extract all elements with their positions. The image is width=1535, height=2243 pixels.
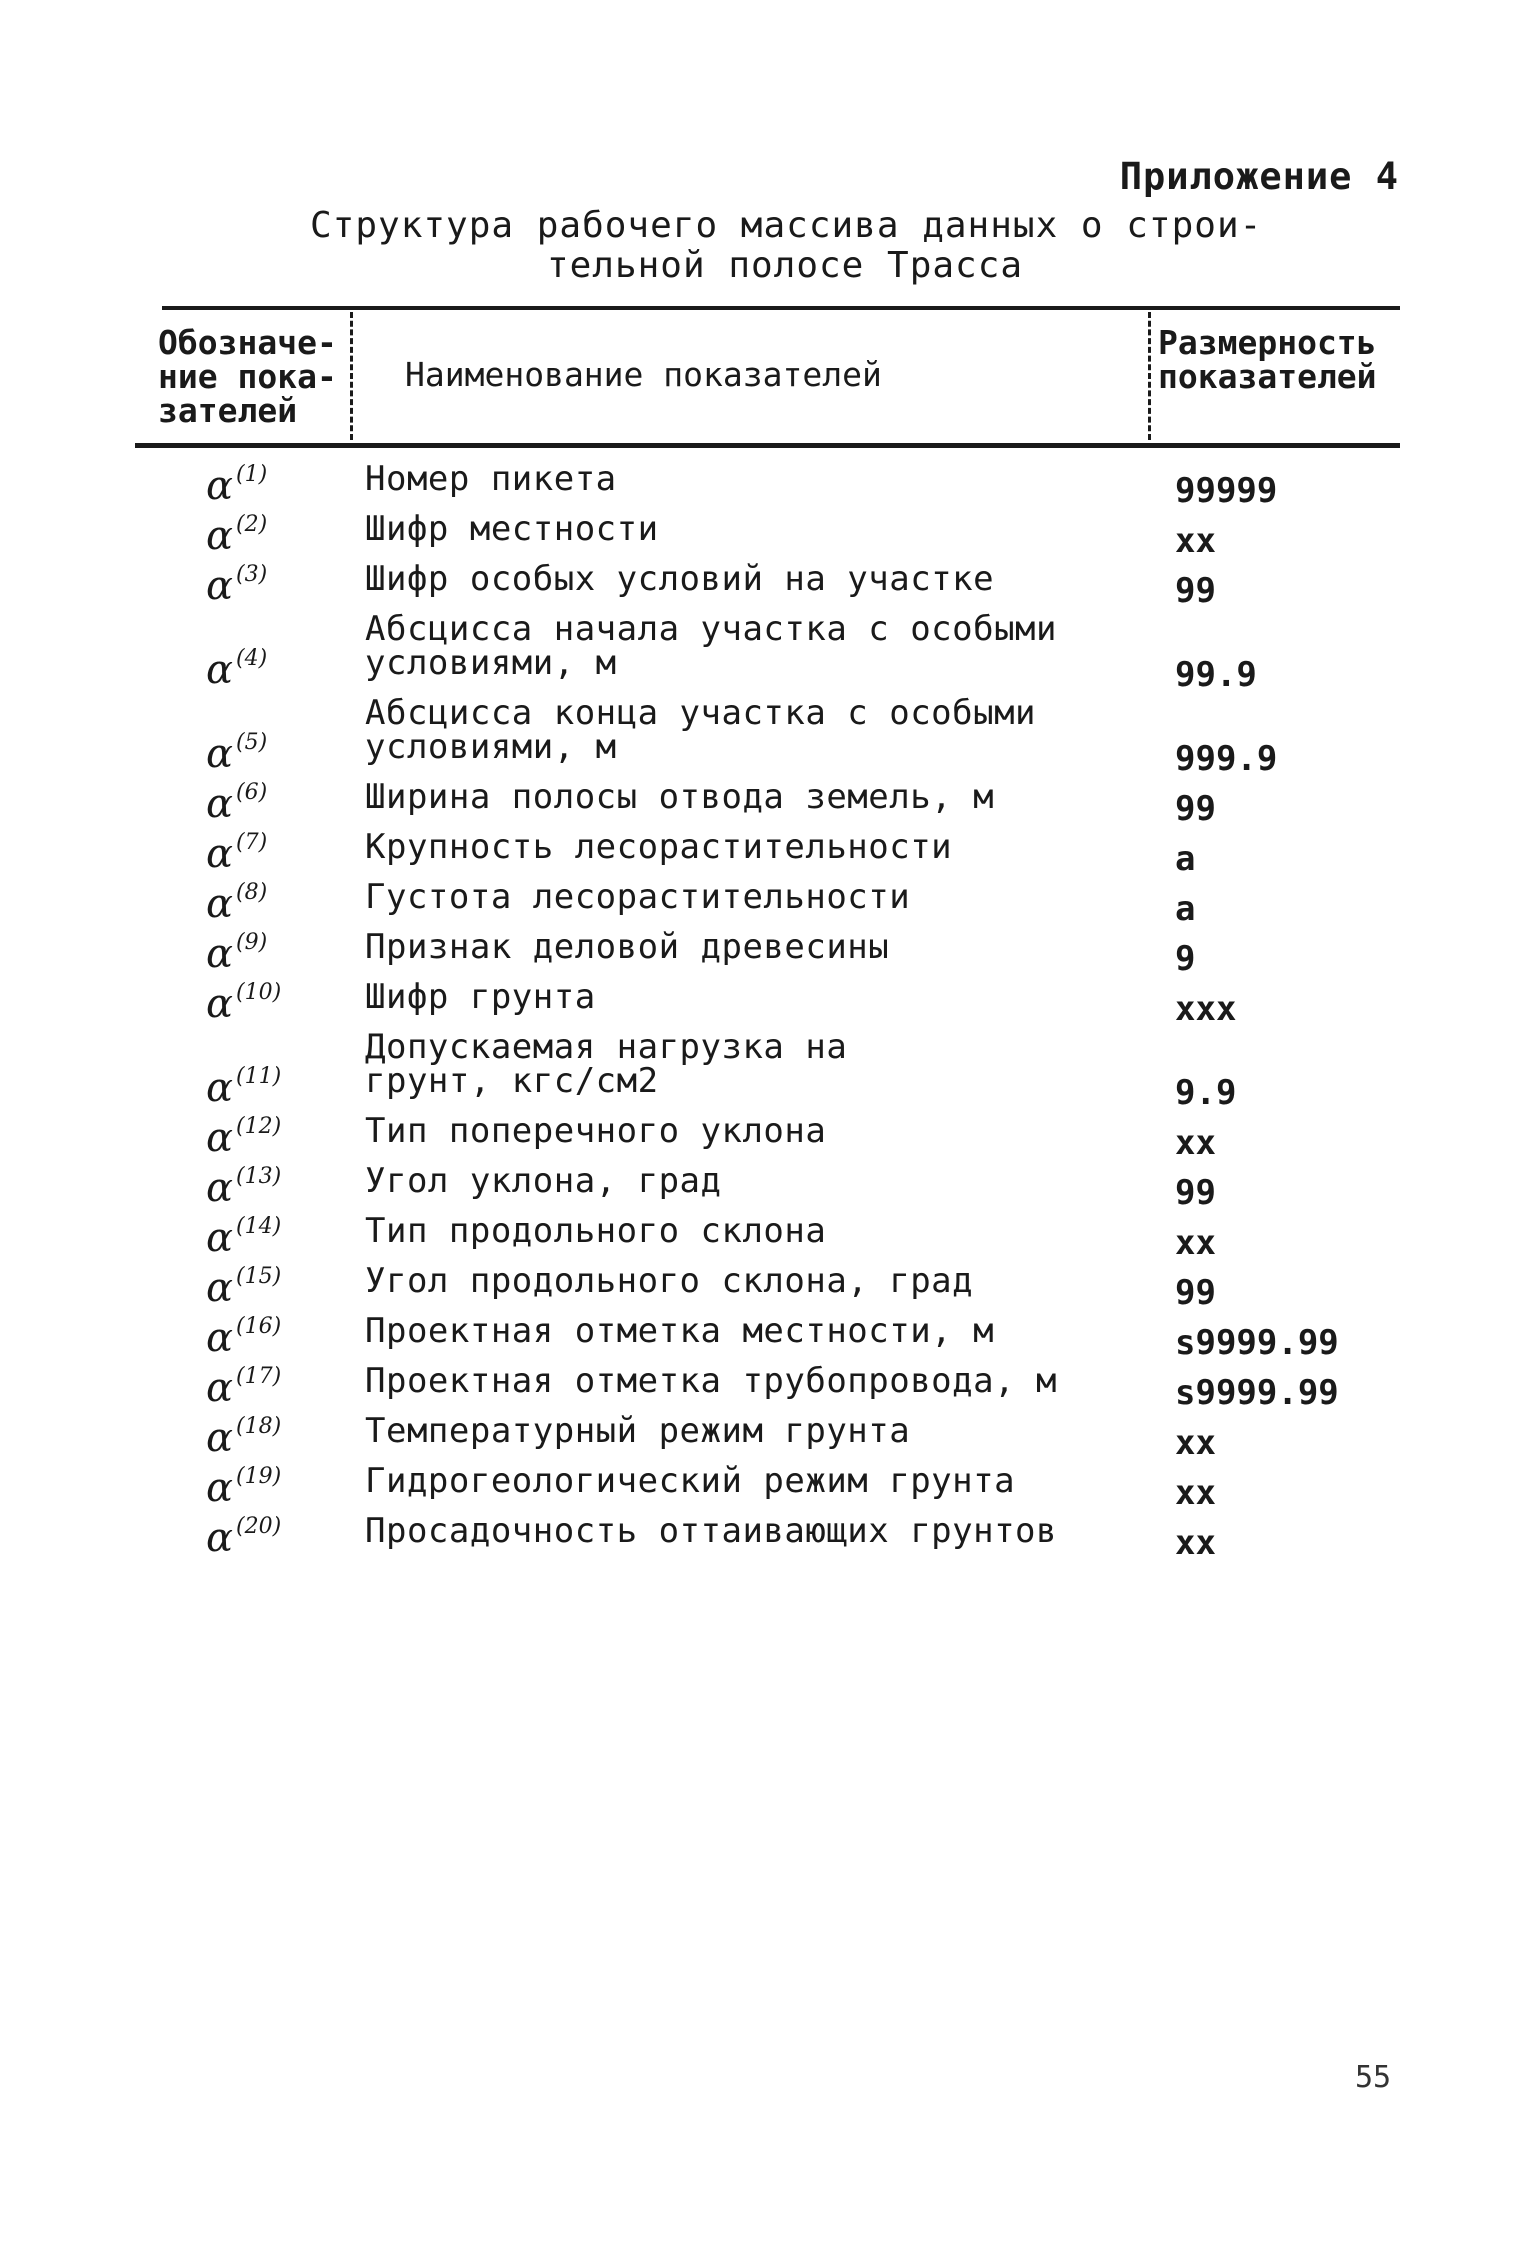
indicator-name: [365, 1461, 1016, 1501]
header-dimension: [1158, 323, 1377, 396]
symbol-index: (2): [236, 512, 268, 537]
symbol-index: (17): [236, 1364, 282, 1389]
symbol-base: α: [206, 1365, 234, 1411]
indicator-dimension: s9999.99: [1175, 1323, 1339, 1363]
symbol-index: (11): [236, 1064, 282, 1089]
indicator-name: [365, 509, 659, 549]
indicator-name-line: Шифр грунта: [365, 977, 596, 1017]
symbol-index: (9): [236, 930, 268, 955]
indicator-dimension: 99999: [1175, 471, 1278, 511]
indicator-name: [365, 1261, 974, 1301]
appendix-label: Приложение 4: [1119, 155, 1399, 198]
header-designation-line: Обозначе-: [158, 323, 337, 362]
indicator-symbol: [206, 505, 268, 559]
indicator-name-line: Проектная отметка местности, м: [365, 1311, 995, 1351]
indicator-dimension: 99: [1175, 789, 1216, 829]
indicator-dimension: 99: [1175, 1273, 1216, 1313]
symbol-base: α: [206, 1165, 234, 1211]
symbol-index: (4): [236, 646, 268, 671]
symbol-base: α: [206, 1465, 234, 1511]
title-line-1: Структура рабочего массива данных о строи-: [310, 205, 1263, 246]
header-name: Наименование показателей: [405, 355, 882, 394]
symbol-index: (5): [236, 730, 268, 755]
symbol-index: (18): [236, 1414, 282, 1439]
indicator-name-line: условиями, м: [365, 727, 617, 767]
document-title: [310, 205, 1263, 286]
table-top-rule: [162, 306, 1400, 310]
header-divider-right: [1148, 312, 1151, 440]
indicator-name-line: Допускаемая нагрузка на: [365, 1027, 848, 1067]
indicator-symbol: [206, 1257, 282, 1311]
symbol-index: (7): [236, 830, 268, 855]
indicator-symbol: [206, 555, 268, 609]
indicator-dimension: 99: [1175, 1173, 1216, 1213]
indicator-symbol: [206, 1057, 282, 1111]
indicator-name: [365, 559, 995, 599]
header-dimension-line: показателей: [1158, 357, 1377, 396]
indicator-name: [365, 1161, 722, 1201]
symbol-base: α: [206, 981, 234, 1027]
indicator-dimension: xx: [1175, 1523, 1216, 1563]
indicator-name: [365, 1111, 827, 1151]
symbol-base: α: [206, 1415, 234, 1461]
symbol-index: (19): [236, 1464, 282, 1489]
indicator-name: [365, 977, 596, 1017]
indicator-dimension: xx: [1175, 1123, 1216, 1163]
indicator-dimension: xx: [1175, 1423, 1216, 1463]
indicator-symbol: [206, 1107, 282, 1161]
indicator-dimension: 999.9: [1175, 739, 1278, 779]
indicator-name-line: Признак деловой древесины: [365, 927, 890, 967]
symbol-index: (13): [236, 1164, 282, 1189]
indicator-dimension: xxx: [1175, 989, 1237, 1029]
indicator-name-line: Температурный режим грунта: [365, 1411, 911, 1451]
indicator-symbol: [206, 1407, 282, 1461]
header-designation: [158, 323, 337, 430]
indicator-symbol: [206, 1457, 282, 1511]
indicator-name-line: Густота лесорастительности: [365, 877, 911, 917]
indicator-name: [365, 693, 1037, 767]
symbol-base: α: [206, 931, 234, 977]
indicator-dimension: xx: [1175, 1223, 1216, 1263]
indicator-symbol: [206, 1157, 282, 1211]
header-designation-line: ние пока-: [158, 357, 337, 396]
indicator-name: [365, 1511, 1058, 1551]
indicator-name-line: Абсцисса конца участка с особыми: [365, 693, 1037, 733]
symbol-index: (6): [236, 780, 268, 805]
indicator-name-line: Тип поперечного уклона: [365, 1111, 827, 1151]
table-body: [0, 459, 1535, 1564]
symbol-base: α: [206, 463, 234, 509]
table-row: [0, 609, 1535, 696]
table-row: [0, 977, 1535, 1030]
symbol-index: (14): [236, 1214, 282, 1239]
page-number: 55: [1355, 2060, 1392, 2095]
symbol-base: α: [206, 831, 234, 877]
symbol-base: α: [206, 1315, 234, 1361]
indicator-name: [365, 1211, 827, 1251]
symbol-base: α: [206, 1515, 234, 1561]
symbol-base: α: [206, 513, 234, 559]
indicator-name: [365, 1361, 1058, 1401]
indicator-symbol: [206, 973, 282, 1027]
indicator-name-line: Ширина полосы отвода земель, м: [365, 777, 995, 817]
header-divider-left: [350, 312, 353, 440]
indicator-dimension: xx: [1175, 521, 1216, 561]
symbol-index: (15): [236, 1264, 282, 1289]
indicator-name: [365, 1027, 848, 1101]
indicator-dimension: 99.9: [1175, 655, 1257, 695]
indicator-symbol: [206, 639, 268, 693]
indicator-symbol: [206, 923, 268, 977]
symbol-base: α: [206, 731, 234, 777]
symbol-base: α: [206, 1115, 234, 1161]
indicator-name-line: Просадочность оттаивающих грунтов: [365, 1511, 1058, 1551]
symbol-index: (3): [236, 562, 268, 587]
table-header-rule: [135, 443, 1400, 448]
indicator-name-line: Абсцисса начала участка с особыми: [365, 609, 1058, 649]
indicator-symbol: [206, 723, 268, 777]
indicator-name-line: Шифр особых условий на участке: [365, 559, 995, 599]
indicator-name-line: Гидрогеологический режим грунта: [365, 1461, 1016, 1501]
indicator-symbol: [206, 1207, 282, 1261]
table-row: [0, 693, 1535, 780]
symbol-index: (1): [236, 462, 268, 487]
indicator-name: [365, 1311, 995, 1351]
indicator-dimension: 9.9: [1175, 1073, 1237, 1113]
indicator-name-line: Угол продольного склона, град: [365, 1261, 974, 1301]
indicator-name: [365, 927, 890, 967]
symbol-base: α: [206, 1065, 234, 1111]
indicator-symbol: [206, 455, 268, 509]
table-row: [0, 1511, 1535, 1564]
indicator-symbol: [206, 1307, 282, 1361]
symbol-base: α: [206, 781, 234, 827]
title-line-2: тельной полосе Трасса: [546, 245, 1024, 286]
indicator-symbol: [206, 873, 268, 927]
indicator-name-line: Угол уклона, град: [365, 1161, 722, 1201]
header-dimension-line: Размерность: [1158, 323, 1377, 362]
indicator-dimension: a: [1175, 839, 1196, 879]
symbol-index: (20): [236, 1514, 282, 1539]
symbol-base: α: [206, 881, 234, 927]
indicator-name-line: Шифр местности: [365, 509, 659, 549]
indicator-name-line: Крупность лесорастительности: [365, 827, 953, 867]
indicator-name: [365, 777, 995, 817]
indicator-name-line: Номер пикета: [365, 459, 617, 499]
table-row: [0, 1027, 1535, 1114]
indicator-name: [365, 609, 1058, 683]
indicator-name: [365, 1411, 911, 1451]
symbol-base: α: [206, 1265, 234, 1311]
indicator-dimension: a: [1175, 889, 1196, 929]
symbol-index: (16): [236, 1314, 282, 1339]
indicator-name-line: условиями, м: [365, 643, 617, 683]
indicator-name: [365, 877, 911, 917]
indicator-name-line: Тип продольного склона: [365, 1211, 827, 1251]
indicator-symbol: [206, 1357, 282, 1411]
symbol-base: α: [206, 647, 234, 693]
symbol-index: (8): [236, 880, 268, 905]
indicator-dimension: 9: [1175, 939, 1196, 979]
indicator-symbol: [206, 773, 268, 827]
symbol-base: α: [206, 1215, 234, 1261]
symbol-base: α: [206, 563, 234, 609]
indicator-name: [365, 459, 617, 499]
symbol-index: (10): [236, 980, 282, 1005]
header-designation-line: зателей: [158, 391, 298, 430]
indicator-symbol: [206, 823, 268, 877]
indicator-dimension: s9999.99: [1175, 1373, 1339, 1413]
symbol-index: (12): [236, 1114, 282, 1139]
indicator-symbol: [206, 1507, 282, 1561]
indicator-dimension: xx: [1175, 1473, 1216, 1513]
indicator-name-line: грунт, кгс/см2: [365, 1061, 659, 1101]
table-row: [0, 559, 1535, 612]
indicator-dimension: 99: [1175, 571, 1216, 611]
indicator-name: [365, 827, 953, 867]
indicator-name-line: Проектная отметка трубопровода, м: [365, 1361, 1058, 1401]
